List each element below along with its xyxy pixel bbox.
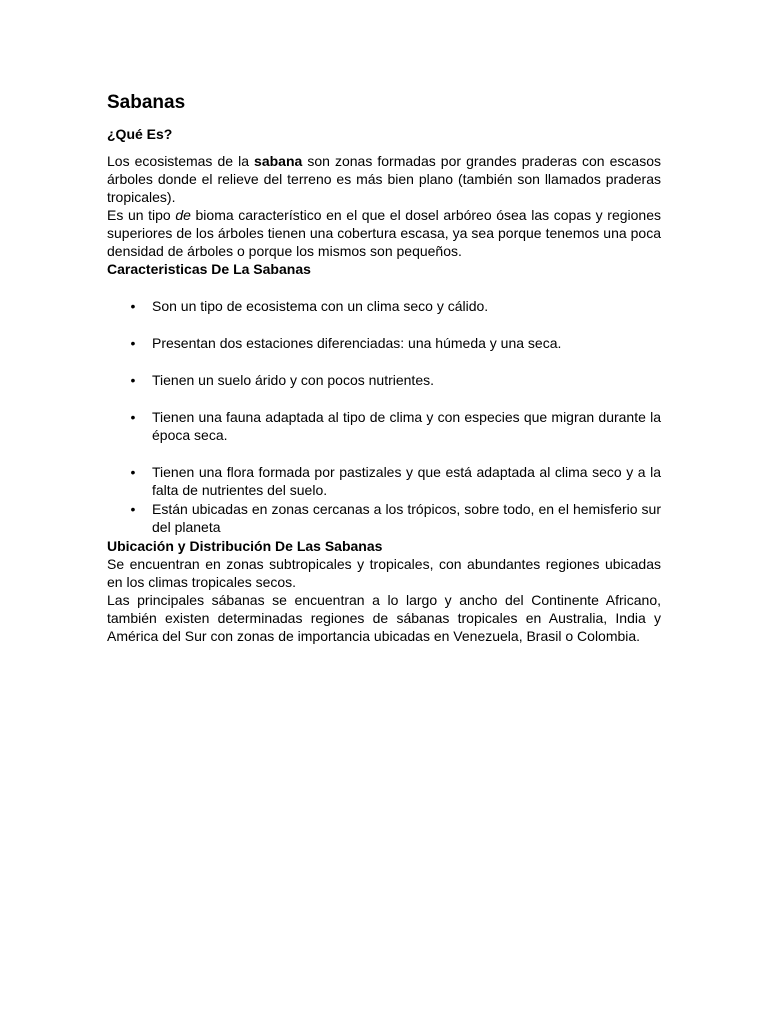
characteristics-heading: Caracteristicas De La Sabanas xyxy=(107,261,311,277)
list-item-text: Están ubicadas en zonas cercanas a los trópicos, sobre todo, en el hemisferio sur del planeta xyxy=(152,501,661,535)
list-item xyxy=(107,500,661,536)
document-page xyxy=(107,90,661,645)
list-item-text: Tienen una flora formada por pastizales y que está adaptada al clima seco y a la falta de nutrientes del suelo. xyxy=(152,464,661,498)
location-heading: Ubicación y Distribución De Las Sabanas xyxy=(107,538,383,554)
location-paragraph-1: Se encuentran en zonas subtropicales y tropicales, con abundantes regiones ubicadas en los climas tropicales secos. xyxy=(107,556,661,590)
bullet-icon: • xyxy=(130,298,136,314)
bullet-icon: • xyxy=(130,409,136,425)
bullet-icon: • xyxy=(130,372,136,388)
list-item xyxy=(107,297,661,315)
location-paragraph-2: Las principales sábanas se encuentran a lo largo y ancho del Continente Africano, también existen determinadas regiones de sábanas tropicales en Australia, India y América del Sur con zonas de importancia ubicadas en Venezuela, Brasil o Colombia. xyxy=(107,592,661,644)
bullet-icon: • xyxy=(130,464,136,480)
intro-p1-text-start: Los ecosistemas de la xyxy=(107,153,255,169)
intro-p1-bold-term: sabana xyxy=(254,153,303,169)
list-item xyxy=(107,463,661,499)
list-item xyxy=(107,408,661,444)
intro-p2-italic-word: de xyxy=(175,207,191,223)
intro-p2-text-start: Es un tipo xyxy=(107,207,176,223)
list-item xyxy=(107,334,661,352)
list-item-text: Tienen un suelo árido y con pocos nutrientes. xyxy=(152,372,434,388)
characteristics-list xyxy=(107,297,661,536)
list-item xyxy=(107,371,661,389)
intro-paragraph-2 xyxy=(107,206,661,260)
bullet-icon: • xyxy=(130,335,136,351)
intro-p2-text-end: bioma característico en el que el dosel arbóreo ósea las copas y regiones superiores de los árboles tienen una cobertura escasa, ya sea porque tenemos una poca densidad de árboles o porque los mismos son pequeños. xyxy=(107,207,661,259)
list-item-text: Son un tipo de ecosistema con un clima seco y cálido. xyxy=(152,298,489,314)
document-subtitle: ¿Qué Es? xyxy=(107,126,173,142)
intro-p1-text-end: son zonas formadas por grandes praderas con escasos árboles donde el relieve del terreno es más bien plano (también son llamados praderas tropicales). xyxy=(107,153,661,205)
list-item-text: Tienen una fauna adaptada al tipo de clima y con especies que migran durante la época seca. xyxy=(152,409,661,443)
list-item-text: Presentan dos estaciones diferenciadas: una húmeda y una seca. xyxy=(152,335,562,351)
intro-paragraph-1 xyxy=(107,152,661,206)
document-title: Sabanas xyxy=(107,92,186,113)
bullet-icon: • xyxy=(130,501,136,517)
